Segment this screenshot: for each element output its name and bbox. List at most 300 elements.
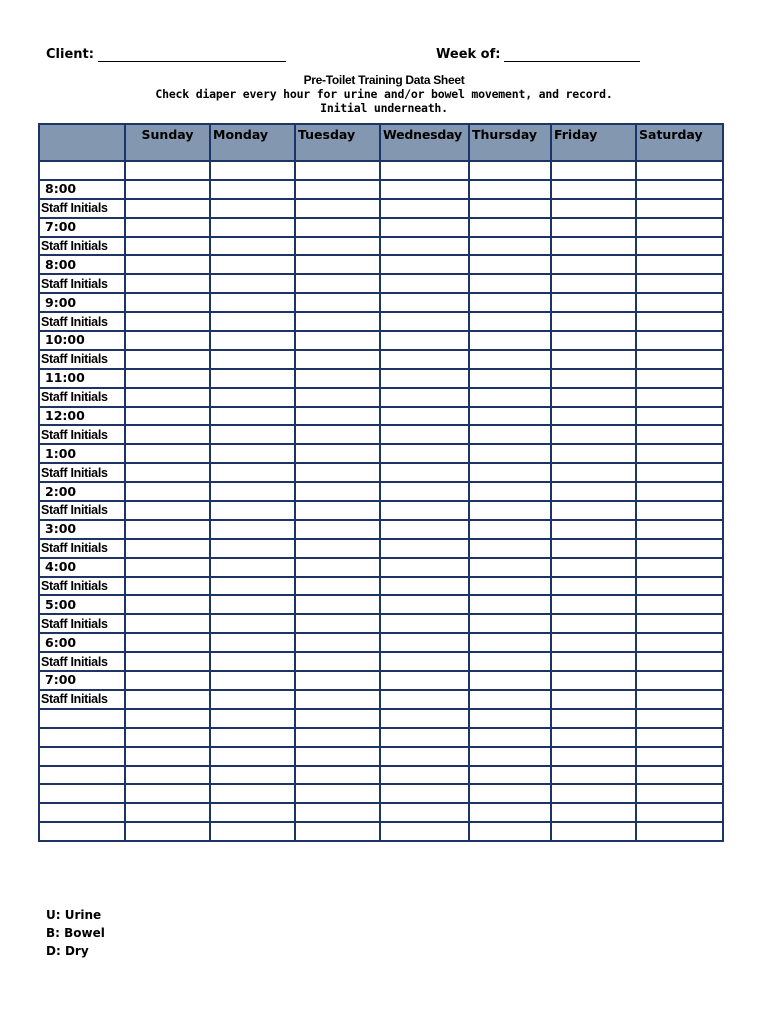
table-row xyxy=(39,747,723,766)
entry-cell-wednesday[interactable] xyxy=(380,331,469,350)
entry-cell-thursday[interactable] xyxy=(469,369,551,388)
entry-cell-sunday[interactable] xyxy=(125,199,210,218)
entry-cell-saturday[interactable] xyxy=(636,369,723,388)
entry-cell-tuesday[interactable] xyxy=(295,558,380,577)
entry-cell-thursday[interactable] xyxy=(469,482,551,501)
entry-cell-wednesday[interactable] xyxy=(380,822,469,841)
entry-cell-friday[interactable] xyxy=(551,558,636,577)
entry-cell-sunday[interactable] xyxy=(125,180,210,199)
entry-cell-tuesday[interactable] xyxy=(295,274,380,293)
entry-cell-thursday[interactable] xyxy=(469,463,551,482)
entry-cell-monday[interactable] xyxy=(210,444,295,463)
table-header-row xyxy=(39,124,723,161)
entry-cell-wednesday[interactable] xyxy=(380,652,469,671)
entry-cell-saturday[interactable] xyxy=(636,407,723,426)
sheet-title: Pre-Toilet Training Data Sheet xyxy=(303,73,465,87)
entry-cell-tuesday[interactable] xyxy=(295,463,380,482)
entry-cell-thursday[interactable] xyxy=(469,652,551,671)
entry-cell-monday[interactable] xyxy=(210,218,295,237)
table-row xyxy=(39,671,723,690)
table-row xyxy=(39,463,723,482)
entry-cell-tuesday[interactable] xyxy=(295,180,380,199)
entry-cell-saturday[interactable] xyxy=(636,161,723,180)
entry-cell-sunday[interactable] xyxy=(125,539,210,558)
entry-cell-wednesday[interactable] xyxy=(380,633,469,652)
entry-cell-wednesday[interactable] xyxy=(380,595,469,614)
time-label: 2:00 xyxy=(39,482,125,501)
entry-cell-thursday[interactable] xyxy=(469,690,551,709)
entry-cell-wednesday[interactable] xyxy=(380,274,469,293)
entry-cell-thursday[interactable] xyxy=(469,577,551,596)
entry-cell-tuesday[interactable] xyxy=(295,218,380,237)
entry-cell-saturday[interactable] xyxy=(636,425,723,444)
entry-cell-saturday[interactable] xyxy=(636,255,723,274)
entry-cell-saturday[interactable] xyxy=(636,218,723,237)
entry-cell-wednesday[interactable] xyxy=(380,671,469,690)
entry-cell-sunday[interactable] xyxy=(125,501,210,520)
entry-cell-wednesday[interactable] xyxy=(380,539,469,558)
entry-cell-tuesday[interactable] xyxy=(295,520,380,539)
entry-cell-friday[interactable] xyxy=(551,803,636,822)
entry-cell-thursday[interactable] xyxy=(469,633,551,652)
entry-cell-monday[interactable] xyxy=(210,633,295,652)
entry-cell-saturday[interactable] xyxy=(636,293,723,312)
entry-cell-sunday[interactable] xyxy=(125,690,210,709)
entry-cell-wednesday[interactable] xyxy=(380,482,469,501)
entry-cell-friday[interactable] xyxy=(551,237,636,256)
entry-cell-wednesday[interactable] xyxy=(380,255,469,274)
entry-cell-sunday[interactable] xyxy=(125,369,210,388)
entry-cell-thursday[interactable] xyxy=(469,709,551,728)
entry-cell-monday[interactable] xyxy=(210,652,295,671)
entry-cell-sunday[interactable] xyxy=(125,255,210,274)
entry-cell-monday[interactable] xyxy=(210,822,295,841)
entry-cell-tuesday[interactable] xyxy=(295,444,380,463)
entry-cell-sunday[interactable] xyxy=(125,425,210,444)
entry-cell-tuesday[interactable] xyxy=(295,766,380,785)
client-field xyxy=(46,47,286,62)
entry-cell-monday[interactable] xyxy=(210,482,295,501)
entry-cell-tuesday[interactable] xyxy=(295,539,380,558)
entry-cell-sunday[interactable] xyxy=(125,407,210,426)
entry-cell-saturday[interactable] xyxy=(636,803,723,822)
table-row xyxy=(39,199,723,218)
entry-cell-friday[interactable] xyxy=(551,331,636,350)
entry-cell-monday[interactable] xyxy=(210,595,295,614)
entry-cell-friday[interactable] xyxy=(551,425,636,444)
entry-cell-friday[interactable] xyxy=(551,690,636,709)
entry-cell-sunday[interactable] xyxy=(125,728,210,747)
time-label: 8:00 xyxy=(39,255,125,274)
entry-cell-saturday[interactable] xyxy=(636,463,723,482)
entry-cell-thursday[interactable] xyxy=(469,255,551,274)
entry-cell-tuesday[interactable] xyxy=(295,577,380,596)
entry-cell-wednesday[interactable] xyxy=(380,766,469,785)
entry-cell-sunday[interactable] xyxy=(125,482,210,501)
entry-cell-monday[interactable] xyxy=(210,747,295,766)
entry-cell-monday[interactable] xyxy=(210,255,295,274)
entry-cell-sunday[interactable] xyxy=(125,161,210,180)
entry-cell-sunday[interactable] xyxy=(125,577,210,596)
staff-initials-label: Staff Initials xyxy=(39,274,125,293)
entry-cell-wednesday[interactable] xyxy=(380,218,469,237)
entry-cell-saturday[interactable] xyxy=(636,180,723,199)
entry-cell-tuesday[interactable] xyxy=(295,709,380,728)
entry-cell-thursday[interactable] xyxy=(469,728,551,747)
entry-cell-sunday[interactable] xyxy=(125,218,210,237)
legend xyxy=(46,906,105,960)
table-row xyxy=(39,501,723,520)
entry-cell-sunday[interactable] xyxy=(125,237,210,256)
entry-cell-wednesday[interactable] xyxy=(380,709,469,728)
entry-cell-saturday[interactable] xyxy=(636,577,723,596)
staff-initials-label: Staff Initials xyxy=(39,199,125,218)
entry-cell-friday[interactable] xyxy=(551,595,636,614)
entry-cell-monday[interactable] xyxy=(210,331,295,350)
entry-cell-saturday[interactable] xyxy=(636,199,723,218)
entry-cell-friday[interactable] xyxy=(551,218,636,237)
entry-cell-saturday[interactable] xyxy=(636,558,723,577)
entry-cell-tuesday[interactable] xyxy=(295,784,380,803)
entry-cell-wednesday[interactable] xyxy=(380,784,469,803)
entry-cell-friday[interactable] xyxy=(551,463,636,482)
data-table xyxy=(38,123,724,842)
entry-cell-sunday[interactable] xyxy=(125,293,210,312)
entry-cell-friday[interactable] xyxy=(551,709,636,728)
entry-cell-saturday[interactable] xyxy=(636,822,723,841)
entry-cell-monday[interactable] xyxy=(210,766,295,785)
entry-cell-friday[interactable] xyxy=(551,161,636,180)
entry-cell-sunday[interactable] xyxy=(125,614,210,633)
entry-cell-tuesday[interactable] xyxy=(295,614,380,633)
entry-cell-saturday[interactable] xyxy=(636,331,723,350)
table-row xyxy=(39,312,723,331)
entry-cell-wednesday[interactable] xyxy=(380,312,469,331)
entry-cell-wednesday[interactable] xyxy=(380,350,469,369)
entry-cell-wednesday[interactable] xyxy=(380,388,469,407)
table-row xyxy=(39,652,723,671)
row-label-blank xyxy=(39,784,125,803)
entry-cell-thursday[interactable] xyxy=(469,766,551,785)
entry-cell-tuesday[interactable] xyxy=(295,369,380,388)
entry-cell-thursday[interactable] xyxy=(469,803,551,822)
row-label-blank xyxy=(39,803,125,822)
entry-cell-monday[interactable] xyxy=(210,237,295,256)
staff-initials-label: Staff Initials xyxy=(39,614,125,633)
entry-cell-thursday[interactable] xyxy=(469,747,551,766)
entry-cell-tuesday[interactable] xyxy=(295,407,380,426)
entry-cell-thursday[interactable] xyxy=(469,388,551,407)
entry-cell-friday[interactable] xyxy=(551,199,636,218)
entry-cell-thursday[interactable] xyxy=(469,614,551,633)
entry-cell-sunday[interactable] xyxy=(125,595,210,614)
entry-cell-saturday[interactable] xyxy=(636,482,723,501)
entry-cell-monday[interactable] xyxy=(210,709,295,728)
entry-cell-friday[interactable] xyxy=(551,784,636,803)
entry-cell-monday[interactable] xyxy=(210,199,295,218)
entry-cell-monday[interactable] xyxy=(210,161,295,180)
entry-cell-friday[interactable] xyxy=(551,633,636,652)
entry-cell-friday[interactable] xyxy=(551,312,636,331)
entry-cell-tuesday[interactable] xyxy=(295,388,380,407)
table-row xyxy=(39,388,723,407)
entry-cell-friday[interactable] xyxy=(551,671,636,690)
entry-cell-friday[interactable] xyxy=(551,482,636,501)
entry-cell-sunday[interactable] xyxy=(125,274,210,293)
entry-cell-saturday[interactable] xyxy=(636,784,723,803)
entry-cell-tuesday[interactable] xyxy=(295,633,380,652)
table-row xyxy=(39,161,723,180)
entry-cell-wednesday[interactable] xyxy=(380,293,469,312)
time-label: 10:00 xyxy=(39,331,125,350)
entry-cell-friday[interactable] xyxy=(551,388,636,407)
entry-cell-tuesday[interactable] xyxy=(295,728,380,747)
entry-cell-thursday[interactable] xyxy=(469,312,551,331)
table-row xyxy=(39,539,723,558)
time-label: 5:00 xyxy=(39,595,125,614)
entry-cell-saturday[interactable] xyxy=(636,671,723,690)
entry-cell-monday[interactable] xyxy=(210,671,295,690)
entry-cell-sunday[interactable] xyxy=(125,444,210,463)
row-label-blank xyxy=(39,709,125,728)
entry-cell-tuesday[interactable] xyxy=(295,747,380,766)
entry-cell-tuesday[interactable] xyxy=(295,671,380,690)
entry-cell-wednesday[interactable] xyxy=(380,369,469,388)
sheet-header xyxy=(0,73,768,115)
entry-cell-thursday[interactable] xyxy=(469,539,551,558)
row-label-blank xyxy=(39,161,125,180)
entry-cell-friday[interactable] xyxy=(551,444,636,463)
entry-cell-saturday[interactable] xyxy=(636,501,723,520)
entry-cell-wednesday[interactable] xyxy=(380,747,469,766)
entry-cell-thursday[interactable] xyxy=(469,784,551,803)
entry-cell-sunday[interactable] xyxy=(125,350,210,369)
entry-cell-sunday[interactable] xyxy=(125,652,210,671)
entry-cell-monday[interactable] xyxy=(210,803,295,822)
entry-cell-wednesday[interactable] xyxy=(380,444,469,463)
table-row xyxy=(39,577,723,596)
entry-cell-monday[interactable] xyxy=(210,520,295,539)
entry-cell-thursday[interactable] xyxy=(469,350,551,369)
entry-cell-thursday[interactable] xyxy=(469,501,551,520)
entry-cell-sunday[interactable] xyxy=(125,671,210,690)
entry-cell-wednesday[interactable] xyxy=(380,558,469,577)
entry-cell-monday[interactable] xyxy=(210,293,295,312)
entry-cell-sunday[interactable] xyxy=(125,312,210,331)
entry-cell-tuesday[interactable] xyxy=(295,482,380,501)
entry-cell-tuesday[interactable] xyxy=(295,161,380,180)
entry-cell-monday[interactable] xyxy=(210,614,295,633)
legend-item-urine: U: Urine xyxy=(46,908,102,922)
entry-cell-saturday[interactable] xyxy=(636,709,723,728)
table-row xyxy=(39,766,723,785)
entry-cell-monday[interactable] xyxy=(210,690,295,709)
table-row xyxy=(39,614,723,633)
entry-cell-sunday[interactable] xyxy=(125,709,210,728)
entry-cell-sunday[interactable] xyxy=(125,463,210,482)
entry-cell-saturday[interactable] xyxy=(636,388,723,407)
entry-cell-saturday[interactable] xyxy=(636,274,723,293)
entry-cell-wednesday[interactable] xyxy=(380,463,469,482)
entry-cell-wednesday[interactable] xyxy=(380,728,469,747)
entry-cell-sunday[interactable] xyxy=(125,803,210,822)
entry-cell-saturday[interactable] xyxy=(636,766,723,785)
entry-cell-sunday[interactable] xyxy=(125,331,210,350)
entry-cell-monday[interactable] xyxy=(210,463,295,482)
staff-initials-label: Staff Initials xyxy=(39,425,125,444)
entry-cell-sunday[interactable] xyxy=(125,747,210,766)
table-row xyxy=(39,444,723,463)
entry-cell-thursday[interactable] xyxy=(469,161,551,180)
entry-cell-tuesday[interactable] xyxy=(295,350,380,369)
column-header-saturday: Saturday xyxy=(636,124,723,161)
entry-cell-friday[interactable] xyxy=(551,822,636,841)
entry-cell-friday[interactable] xyxy=(551,577,636,596)
time-label: 7:00 xyxy=(39,671,125,690)
entry-cell-tuesday[interactable] xyxy=(295,293,380,312)
row-label-blank xyxy=(39,766,125,785)
entry-cell-monday[interactable] xyxy=(210,274,295,293)
entry-cell-friday[interactable] xyxy=(551,728,636,747)
entry-cell-monday[interactable] xyxy=(210,784,295,803)
table-row xyxy=(39,274,723,293)
entry-cell-saturday[interactable] xyxy=(636,312,723,331)
entry-cell-friday[interactable] xyxy=(551,747,636,766)
entry-cell-thursday[interactable] xyxy=(469,180,551,199)
entry-cell-tuesday[interactable] xyxy=(295,652,380,671)
entry-cell-saturday[interactable] xyxy=(636,728,723,747)
entry-cell-thursday[interactable] xyxy=(469,274,551,293)
entry-cell-thursday[interactable] xyxy=(469,237,551,256)
entry-cell-tuesday[interactable] xyxy=(295,425,380,444)
entry-cell-thursday[interactable] xyxy=(469,218,551,237)
week-of-label: Week of: xyxy=(436,47,501,62)
entry-cell-thursday[interactable] xyxy=(469,199,551,218)
entry-cell-friday[interactable] xyxy=(551,274,636,293)
time-label: 7:00 xyxy=(39,218,125,237)
entry-cell-monday[interactable] xyxy=(210,180,295,199)
entry-cell-tuesday[interactable] xyxy=(295,803,380,822)
entry-cell-thursday[interactable] xyxy=(469,444,551,463)
entry-cell-saturday[interactable] xyxy=(636,444,723,463)
entry-cell-thursday[interactable] xyxy=(469,520,551,539)
entry-cell-tuesday[interactable] xyxy=(295,690,380,709)
entry-cell-sunday[interactable] xyxy=(125,388,210,407)
entry-cell-monday[interactable] xyxy=(210,728,295,747)
entry-cell-saturday[interactable] xyxy=(636,690,723,709)
entry-cell-wednesday[interactable] xyxy=(380,520,469,539)
entry-cell-monday[interactable] xyxy=(210,407,295,426)
entry-cell-thursday[interactable] xyxy=(469,293,551,312)
entry-cell-friday[interactable] xyxy=(551,539,636,558)
entry-cell-friday[interactable] xyxy=(551,293,636,312)
entry-cell-tuesday[interactable] xyxy=(295,255,380,274)
entry-cell-monday[interactable] xyxy=(210,388,295,407)
entry-cell-thursday[interactable] xyxy=(469,595,551,614)
entry-cell-tuesday[interactable] xyxy=(295,199,380,218)
table-row xyxy=(39,709,723,728)
entry-cell-wednesday[interactable] xyxy=(380,407,469,426)
week-of-blank-line[interactable] xyxy=(504,47,640,62)
entry-cell-saturday[interactable] xyxy=(636,520,723,539)
entry-cell-thursday[interactable] xyxy=(469,558,551,577)
entry-cell-tuesday[interactable] xyxy=(295,331,380,350)
entry-cell-wednesday[interactable] xyxy=(380,425,469,444)
entry-cell-saturday[interactable] xyxy=(636,633,723,652)
entry-cell-friday[interactable] xyxy=(551,614,636,633)
entry-cell-sunday[interactable] xyxy=(125,822,210,841)
entry-cell-friday[interactable] xyxy=(551,520,636,539)
entry-cell-saturday[interactable] xyxy=(636,539,723,558)
time-label: 12:00 xyxy=(39,407,125,426)
entry-cell-thursday[interactable] xyxy=(469,822,551,841)
table-row xyxy=(39,520,723,539)
table-row xyxy=(39,728,723,747)
entry-cell-thursday[interactable] xyxy=(469,407,551,426)
entry-cell-tuesday[interactable] xyxy=(295,822,380,841)
entry-cell-wednesday[interactable] xyxy=(380,690,469,709)
entry-cell-friday[interactable] xyxy=(551,652,636,671)
entry-cell-sunday[interactable] xyxy=(125,520,210,539)
entry-cell-tuesday[interactable] xyxy=(295,237,380,256)
entry-cell-wednesday[interactable] xyxy=(380,501,469,520)
entry-cell-monday[interactable] xyxy=(210,369,295,388)
column-header-thursday: Thursday xyxy=(469,124,551,161)
entry-cell-saturday[interactable] xyxy=(636,350,723,369)
entry-cell-friday[interactable] xyxy=(551,369,636,388)
entry-cell-wednesday[interactable] xyxy=(380,803,469,822)
entry-cell-monday[interactable] xyxy=(210,312,295,331)
entry-cell-thursday[interactable] xyxy=(469,425,551,444)
entry-cell-wednesday[interactable] xyxy=(380,614,469,633)
entry-cell-thursday[interactable] xyxy=(469,331,551,350)
entry-cell-saturday[interactable] xyxy=(636,614,723,633)
entry-cell-tuesday[interactable] xyxy=(295,595,380,614)
entry-cell-sunday[interactable] xyxy=(125,766,210,785)
entry-cell-sunday[interactable] xyxy=(125,784,210,803)
entry-cell-saturday[interactable] xyxy=(636,652,723,671)
entry-cell-saturday[interactable] xyxy=(636,747,723,766)
entry-cell-friday[interactable] xyxy=(551,766,636,785)
entry-cell-tuesday[interactable] xyxy=(295,501,380,520)
entry-cell-saturday[interactable] xyxy=(636,595,723,614)
entry-cell-sunday[interactable] xyxy=(125,633,210,652)
entry-cell-wednesday[interactable] xyxy=(380,577,469,596)
entry-cell-friday[interactable] xyxy=(551,350,636,369)
time-label: 1:00 xyxy=(39,444,125,463)
client-blank-line[interactable] xyxy=(98,47,286,62)
entry-cell-monday[interactable] xyxy=(210,501,295,520)
entry-cell-monday[interactable] xyxy=(210,350,295,369)
entry-cell-friday[interactable] xyxy=(551,255,636,274)
entry-cell-wednesday[interactable] xyxy=(380,199,469,218)
entry-cell-sunday[interactable] xyxy=(125,558,210,577)
entry-cell-wednesday[interactable] xyxy=(380,180,469,199)
entry-cell-saturday[interactable] xyxy=(636,237,723,256)
entry-cell-friday[interactable] xyxy=(551,180,636,199)
entry-cell-friday[interactable] xyxy=(551,501,636,520)
entry-cell-monday[interactable] xyxy=(210,425,295,444)
entry-cell-tuesday[interactable] xyxy=(295,312,380,331)
entry-cell-wednesday[interactable] xyxy=(380,237,469,256)
entry-cell-wednesday[interactable] xyxy=(380,161,469,180)
entry-cell-friday[interactable] xyxy=(551,407,636,426)
entry-cell-monday[interactable] xyxy=(210,558,295,577)
staff-initials-label: Staff Initials xyxy=(39,312,125,331)
entry-cell-monday[interactable] xyxy=(210,577,295,596)
entry-cell-monday[interactable] xyxy=(210,539,295,558)
entry-cell-thursday[interactable] xyxy=(469,671,551,690)
